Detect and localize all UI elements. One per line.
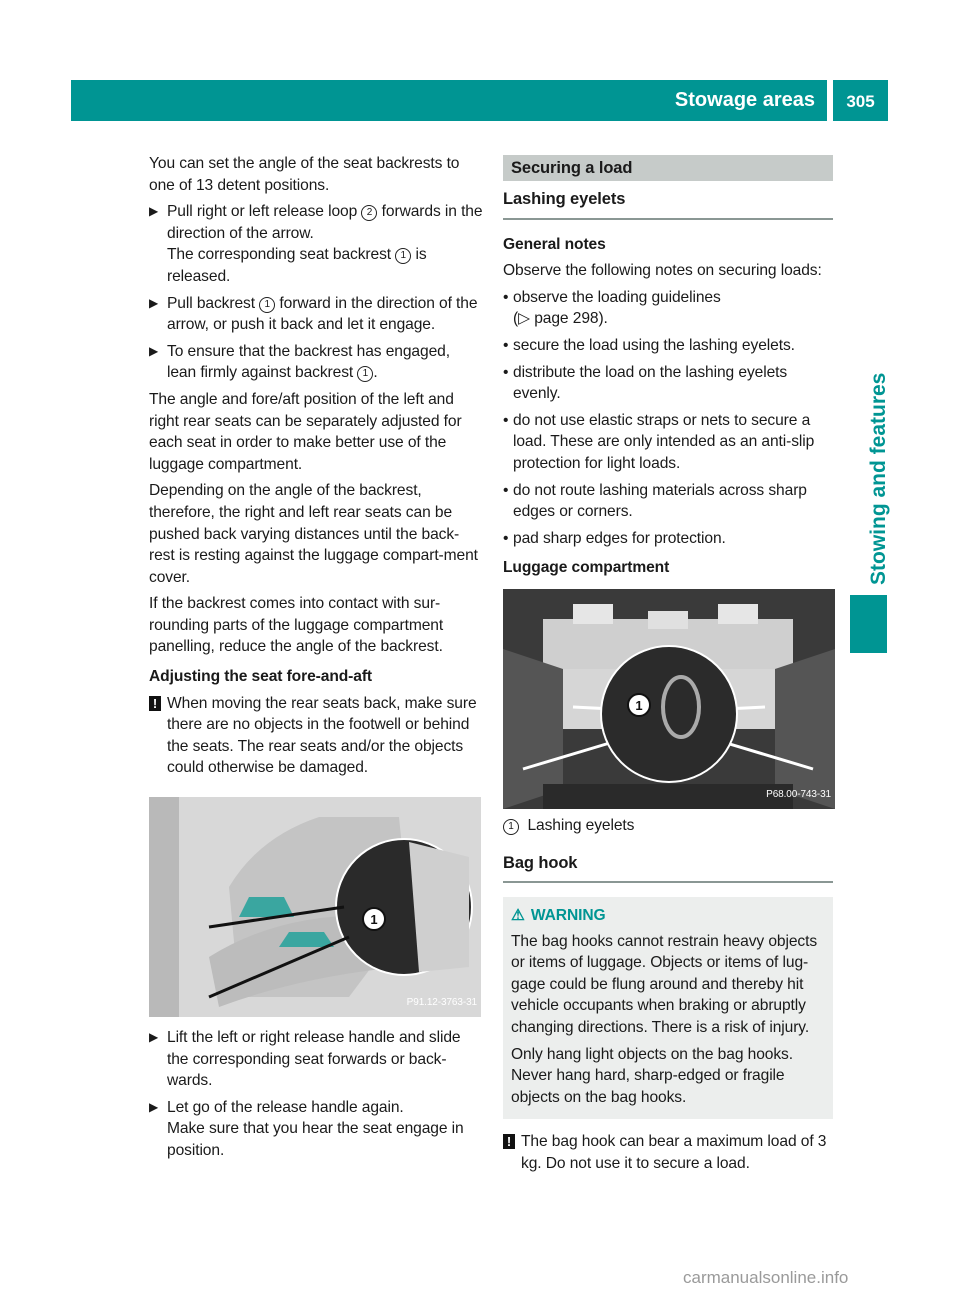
section-title: Stowage areas xyxy=(674,89,815,111)
callout-marker: 1 xyxy=(503,819,519,835)
page-number: 305 xyxy=(833,80,888,121)
list-item: • do not use elastic straps or nets to secure a load. These are only intended as an anti-slip protection for light loads. xyxy=(503,411,815,472)
warning-text: Only hang light objects on the bag hooks. Never hang hard, sharp-edged or fragile objects on the bag hooks. xyxy=(511,1045,793,1106)
exclamation-icon: ! xyxy=(503,1134,515,1149)
callout-marker: 1 xyxy=(259,297,275,313)
page-reference-link[interactable]: (▷ page 298). xyxy=(513,310,608,328)
list-item: • secure the load using the lashing eyelets. xyxy=(503,336,795,354)
list-item: • observe the loading guidelines (▷ page 298). xyxy=(503,288,721,328)
list-item: • do not route lashing materials across sharp edges or corners. xyxy=(503,481,807,521)
step-arrow-icon: ▶ xyxy=(149,204,159,219)
figure-caption: 1 Lashing eyelets xyxy=(503,815,833,837)
subheading: General notes xyxy=(503,235,606,253)
warning-text: The bag hooks cannot restrain heavy objects or items of luggage. Objects or items of lug-gage could be flung around and thereby hit vehicle occupants when braking or abruptly changing directions. There is a risk of injury. xyxy=(511,932,818,1037)
heading-lashing-eyelets: Lashing eyelets xyxy=(503,189,833,220)
intro-text: Observe the following notes on securing loads: xyxy=(503,262,822,280)
step-arrow-icon: ▶ xyxy=(149,295,159,310)
figure-code: P68.00-743-31 xyxy=(766,789,831,801)
callout-marker: 1 xyxy=(357,366,373,382)
figure-callout: 1 xyxy=(370,912,378,928)
rear-seat-illustration xyxy=(149,797,481,1017)
caution-note: ! When moving the rear seats back, make sure there are no objects in the footwell or behind the seats. The rear seats and/or the objects could otherwise be damaged. xyxy=(149,693,483,779)
right-column xyxy=(503,155,833,1180)
step: ▶ Pull right or left release loop 2 forwards in the direction of the arrow. The corresponding seat backrest 1 is released. xyxy=(149,203,483,285)
subheading: Luggage compartment xyxy=(503,559,670,577)
callout-marker: 1 xyxy=(395,248,411,264)
warning-box xyxy=(503,897,833,1119)
figure-code: P91.12-3763-31 xyxy=(406,997,477,1009)
paragraph: Depending on the angle of the backrest, therefore, the right and left rear seats can be pushed back varying distances until the back-rest is resting against the luggage compart-ment cover. xyxy=(149,482,478,586)
caution-note: ! The bag hook can bear a maximum load of 3 kg. Do not use it to secure a load. xyxy=(503,1131,833,1174)
luggage-compartment-figure xyxy=(503,589,835,809)
step: ▶ To ensure that the backrest has engaged, lean firmly against backrest 1 . xyxy=(149,342,450,382)
chapter-tab-marker xyxy=(850,595,887,653)
subheading: Adjusting the seat fore-and-aft xyxy=(149,668,373,686)
step-arrow-icon: ▶ xyxy=(149,1099,159,1114)
left-column xyxy=(149,153,483,1167)
step: ▶ Let go of the release handle again. Make sure that you hear the seat engage in position. xyxy=(149,1098,464,1159)
step: ▶ Pull backrest 1 forward in the direction of the arrow, or push it back and let it engage. xyxy=(149,294,478,334)
figure-callout: 1 xyxy=(635,697,643,713)
exclamation-icon: ! xyxy=(149,696,161,711)
rear-seat-figure xyxy=(149,797,481,1017)
warning-triangle-icon: ⚠ xyxy=(511,907,525,925)
paragraph: The angle and fore/aft position of the left and right rear seats can be separately adjusted for each seat in order to make better use of the luggage compartment. xyxy=(149,390,462,473)
list-item: • distribute the load on the lashing eyelets evenly. xyxy=(503,363,788,403)
heading-bag-hook: Bag hook xyxy=(503,853,833,884)
section-header: Securing a load xyxy=(503,155,833,181)
chapter-tab: Stowing and features xyxy=(867,372,890,585)
list-item: • pad sharp edges for protection. xyxy=(503,529,726,547)
callout-marker: 2 xyxy=(361,205,377,221)
step-arrow-icon: ▶ xyxy=(149,343,159,358)
step: ▶ Lift the left or right release handle and slide the corresponding seat forwards or back-wards. xyxy=(149,1029,461,1090)
watermark: carmanualsonline.info xyxy=(683,1268,849,1287)
intro-text: You can set the angle of the seat backrests to one of 13 detent positions. xyxy=(149,155,460,194)
paragraph: If the backrest comes into contact with sur-rounding parts of the luggage compartment panelling, reduce the angle of the backrest. xyxy=(149,595,444,656)
step-arrow-icon: ▶ xyxy=(149,1030,159,1045)
luggage-compartment-illustration xyxy=(503,589,835,809)
header-divider xyxy=(829,80,831,121)
header-bar xyxy=(71,80,827,121)
warning-header: ⚠ WARNING xyxy=(511,907,606,925)
